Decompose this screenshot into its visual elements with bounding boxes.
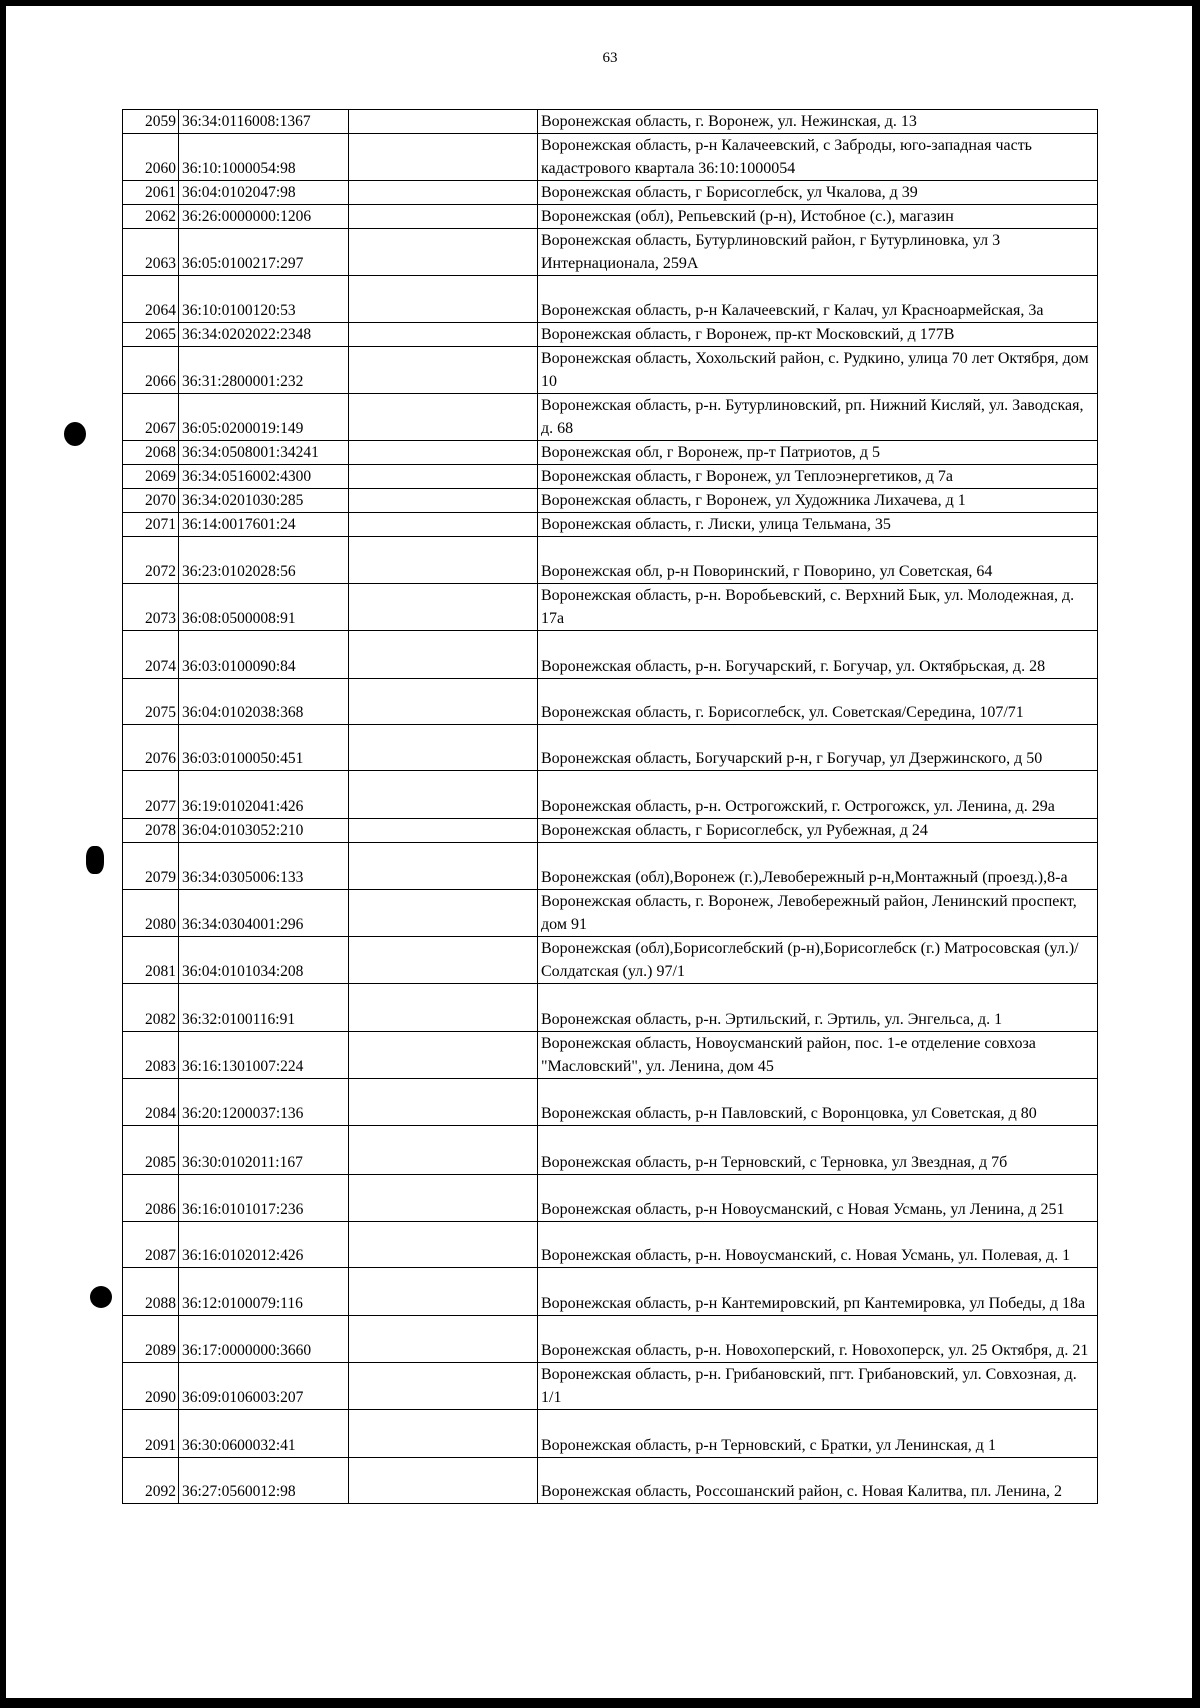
row-number: 2092 bbox=[123, 1458, 179, 1504]
row-number: 2087 bbox=[123, 1222, 179, 1268]
row-number: 2061 bbox=[123, 181, 179, 205]
cadastral-number: 36:34:0202022:2348 bbox=[179, 323, 349, 347]
cadastral-number: 36:16:1301007:224 bbox=[179, 1032, 349, 1079]
address-cell: Воронежская область, г Воронеж, пр-кт Московский, д 177В bbox=[538, 323, 1098, 347]
row-number: 2073 bbox=[123, 584, 179, 631]
address-cell: Воронежская обл, г Воронеж, пр-т Патриотов, д 5 bbox=[538, 441, 1098, 465]
registry-table bbox=[122, 109, 1098, 1504]
cadastral-number: 36:04:0102038:368 bbox=[179, 679, 349, 725]
address-cell: Воронежская область, р-н Калачеевский, с Заброды, юго-западная часть кадастрового квартала 36:10:1000054 bbox=[538, 134, 1098, 181]
cadastral-number: 36:03:0100090:84 bbox=[179, 631, 349, 679]
address-cell: Воронежская область, р-н Павловский, с Воронцовка, ул Советская, д 80 bbox=[538, 1079, 1098, 1126]
table-row bbox=[123, 679, 1098, 725]
row-number: 2074 bbox=[123, 631, 179, 679]
address-cell: Воронежская область, р-н Терновский, с Терновка, ул Звездная, д 7б bbox=[538, 1126, 1098, 1175]
empty-cell bbox=[349, 984, 538, 1032]
empty-cell bbox=[349, 843, 538, 890]
table-row bbox=[123, 347, 1098, 394]
table-row bbox=[123, 1458, 1098, 1504]
empty-cell bbox=[349, 1410, 538, 1458]
cadastral-number: 36:10:1000054:98 bbox=[179, 134, 349, 181]
address-cell: Воронежская область, г Воронеж, ул Художника Лихачева, д 1 bbox=[538, 489, 1098, 513]
cadastral-number: 36:34:0305006:133 bbox=[179, 843, 349, 890]
cadastral-number: 36:16:0101017:236 bbox=[179, 1175, 349, 1222]
cadastral-number: 36:08:0500008:91 bbox=[179, 584, 349, 631]
table-row bbox=[123, 890, 1098, 937]
address-cell: Воронежская область, р-н Новоусманский, с Новая Усмань, ул Ленина, д 251 bbox=[538, 1175, 1098, 1222]
table-row bbox=[123, 771, 1098, 819]
empty-cell bbox=[349, 229, 538, 276]
table-row bbox=[123, 1126, 1098, 1175]
row-number: 2081 bbox=[123, 937, 179, 984]
cadastral-number: 36:32:0100116:91 bbox=[179, 984, 349, 1032]
cadastral-number: 36:23:0102028:56 bbox=[179, 537, 349, 584]
row-number: 2066 bbox=[123, 347, 179, 394]
empty-cell bbox=[349, 1316, 538, 1363]
registry-table-body bbox=[123, 110, 1098, 1504]
empty-cell bbox=[349, 134, 538, 181]
table-row bbox=[123, 513, 1098, 537]
table-row bbox=[123, 181, 1098, 205]
row-number: 2076 bbox=[123, 725, 179, 771]
cadastral-number: 36:20:1200037:136 bbox=[179, 1079, 349, 1126]
row-number: 2071 bbox=[123, 513, 179, 537]
empty-cell bbox=[349, 679, 538, 725]
table-row bbox=[123, 725, 1098, 771]
table-row bbox=[123, 465, 1098, 489]
empty-cell bbox=[349, 465, 538, 489]
table-row bbox=[123, 229, 1098, 276]
table-row bbox=[123, 323, 1098, 347]
cadastral-number: 36:04:0103052:210 bbox=[179, 819, 349, 843]
address-cell: Воронежская (обл), Репьевский (р-н), Истобное (с.), магазин bbox=[538, 205, 1098, 229]
cadastral-number: 36:19:0102041:426 bbox=[179, 771, 349, 819]
address-cell: Воронежская область, р-н. Бутурлиновский, рп. Нижний Кисляй, ул. Заводская, д. 68 bbox=[538, 394, 1098, 441]
row-number: 2077 bbox=[123, 771, 179, 819]
cadastral-number: 36:34:0201030:285 bbox=[179, 489, 349, 513]
row-number: 2067 bbox=[123, 394, 179, 441]
cadastral-number: 36:30:0102011:167 bbox=[179, 1126, 349, 1175]
cadastral-number: 36:34:0516002:4300 bbox=[179, 465, 349, 489]
empty-cell bbox=[349, 819, 538, 843]
row-number: 2075 bbox=[123, 679, 179, 725]
empty-cell bbox=[349, 205, 538, 229]
cadastral-number: 36:16:0102012:426 bbox=[179, 1222, 349, 1268]
cadastral-number: 36:10:0100120:53 bbox=[179, 276, 349, 323]
empty-cell bbox=[349, 1222, 538, 1268]
address-cell: Воронежская область, р-н. Богучарский, г. Богучар, ул. Октябрьская, д. 28 bbox=[538, 631, 1098, 679]
empty-cell bbox=[349, 181, 538, 205]
empty-cell bbox=[349, 394, 538, 441]
table-row bbox=[123, 843, 1098, 890]
row-number: 2082 bbox=[123, 984, 179, 1032]
table-row bbox=[123, 1222, 1098, 1268]
row-number: 2064 bbox=[123, 276, 179, 323]
row-number: 2091 bbox=[123, 1410, 179, 1458]
page-border-left bbox=[0, 0, 6, 1708]
address-cell: Воронежская область, р-н Терновский, с Братки, ул Ленинская, д 1 bbox=[538, 1410, 1098, 1458]
address-cell: Воронежская область, г Борисоглебск, ул Чкалова, д 39 bbox=[538, 181, 1098, 205]
table-row bbox=[123, 276, 1098, 323]
row-number: 2069 bbox=[123, 465, 179, 489]
table-row bbox=[123, 819, 1098, 843]
row-number: 2090 bbox=[123, 1363, 179, 1410]
cadastral-number: 36:12:0100079:116 bbox=[179, 1268, 349, 1316]
table-row bbox=[123, 489, 1098, 513]
binder-hole-mark bbox=[86, 846, 104, 874]
empty-cell bbox=[349, 537, 538, 584]
page-border-bottom bbox=[0, 1698, 1200, 1708]
address-cell: Воронежская область, р-н. Грибановский, пгт. Грибановский, ул. Совхозная, д. 1/1 bbox=[538, 1363, 1098, 1410]
cadastral-number: 36:03:0100050:451 bbox=[179, 725, 349, 771]
row-number: 2062 bbox=[123, 205, 179, 229]
row-number: 2068 bbox=[123, 441, 179, 465]
table-row bbox=[123, 110, 1098, 134]
address-cell: Воронежская область, г. Борисоглебск, ул. Советская/Середина, 107/71 bbox=[538, 679, 1098, 725]
row-number: 2079 bbox=[123, 843, 179, 890]
binder-hole-mark bbox=[90, 1286, 112, 1308]
row-number: 2060 bbox=[123, 134, 179, 181]
cadastral-number: 36:34:0508001:34241 bbox=[179, 441, 349, 465]
table-row bbox=[123, 584, 1098, 631]
row-number: 2088 bbox=[123, 1268, 179, 1316]
row-number: 2086 bbox=[123, 1175, 179, 1222]
table-row bbox=[123, 1410, 1098, 1458]
row-number: 2083 bbox=[123, 1032, 179, 1079]
table-row bbox=[123, 1032, 1098, 1079]
table-row bbox=[123, 937, 1098, 984]
table-row bbox=[123, 394, 1098, 441]
empty-cell bbox=[349, 1363, 538, 1410]
empty-cell bbox=[349, 1126, 538, 1175]
address-cell: Воронежская область, Россошанский район, с. Новая Калитва, пл. Ленина, 2 bbox=[538, 1458, 1098, 1504]
row-number: 2070 bbox=[123, 489, 179, 513]
table-row bbox=[123, 537, 1098, 584]
empty-cell bbox=[349, 489, 538, 513]
row-number: 2065 bbox=[123, 323, 179, 347]
address-cell: Воронежская область, Новоусманский район, пос. 1-е отделение совхоза "Масловский", ул. Ленина, дом 45 bbox=[538, 1032, 1098, 1079]
cadastral-number: 36:05:0200019:149 bbox=[179, 394, 349, 441]
empty-cell bbox=[349, 725, 538, 771]
table-row bbox=[123, 631, 1098, 679]
address-cell: Воронежская область, г Воронеж, ул Теплоэнергетиков, д 7а bbox=[538, 465, 1098, 489]
table-row bbox=[123, 134, 1098, 181]
empty-cell bbox=[349, 771, 538, 819]
empty-cell bbox=[349, 110, 538, 134]
cadastral-number: 36:34:0116008:1367 bbox=[179, 110, 349, 134]
address-cell: Воронежская область, г. Лиски, улица Тельмана, 35 bbox=[538, 513, 1098, 537]
address-cell: Воронежская область, р-н Кантемировский, рп Кантемировка, ул Победы, д 18а bbox=[538, 1268, 1098, 1316]
table-row bbox=[123, 1363, 1098, 1410]
empty-cell bbox=[349, 1032, 538, 1079]
cadastral-number: 36:31:2800001:232 bbox=[179, 347, 349, 394]
empty-cell bbox=[349, 276, 538, 323]
table-row bbox=[123, 1175, 1098, 1222]
empty-cell bbox=[349, 323, 538, 347]
page-border-right bbox=[1192, 0, 1200, 1708]
address-cell: Воронежская область, г Борисоглебск, ул Рубежная, д 24 bbox=[538, 819, 1098, 843]
row-number: 2080 bbox=[123, 890, 179, 937]
empty-cell bbox=[349, 937, 538, 984]
address-cell: Воронежская область, Богучарский р-н, г Богучар, ул Дзержинского, д 50 bbox=[538, 725, 1098, 771]
address-cell: Воронежская область, г. Воронеж, Левобережный район, Ленинский проспект, дом 91 bbox=[538, 890, 1098, 937]
empty-cell bbox=[349, 441, 538, 465]
empty-cell bbox=[349, 1458, 538, 1504]
table-row bbox=[123, 441, 1098, 465]
row-number: 2059 bbox=[123, 110, 179, 134]
table-row bbox=[123, 205, 1098, 229]
page-number: 63 bbox=[602, 50, 618, 66]
binder-hole-mark bbox=[64, 422, 86, 446]
cadastral-number: 36:04:0101034:208 bbox=[179, 937, 349, 984]
cadastral-number: 36:05:0100217:297 bbox=[179, 229, 349, 276]
empty-cell bbox=[349, 1079, 538, 1126]
row-number: 2063 bbox=[123, 229, 179, 276]
table-row bbox=[123, 1079, 1098, 1126]
address-cell: Воронежская область, р-н. Новохоперский, г. Новохоперск, ул. 25 Октября, д. 21 bbox=[538, 1316, 1098, 1363]
address-cell: Воронежская область, р-н Калачеевский, г Калач, ул Красноармейская, 3а bbox=[538, 276, 1098, 323]
empty-cell bbox=[349, 584, 538, 631]
page-border-top bbox=[0, 0, 1200, 6]
address-cell: Воронежская область, Бутурлиновский район, г Бутурлиновка, ул 3 Интернационала, 259А bbox=[538, 229, 1098, 276]
address-cell: Воронежская область, г. Воронеж, ул. Нежинская, д. 13 bbox=[538, 110, 1098, 134]
cadastral-number: 36:26:0000000:1206 bbox=[179, 205, 349, 229]
row-number: 2085 bbox=[123, 1126, 179, 1175]
address-cell: Воронежская область, Хохольский район, с. Рудкино, улица 70 лет Октября, дом 10 bbox=[538, 347, 1098, 394]
address-cell: Воронежская (обл),Борисоглебский (р-н),Борисоглебск (г.) Матросовская (ул.)/Солдатская (ул.) 97/1 bbox=[538, 937, 1098, 984]
empty-cell bbox=[349, 1175, 538, 1222]
table-row bbox=[123, 1268, 1098, 1316]
empty-cell bbox=[349, 890, 538, 937]
row-number: 2078 bbox=[123, 819, 179, 843]
row-number: 2072 bbox=[123, 537, 179, 584]
table-row bbox=[123, 1316, 1098, 1363]
address-cell: Воронежская область, р-н. Острогожский, г. Острогожск, ул. Ленина, д. 29а bbox=[538, 771, 1098, 819]
cadastral-number: 36:27:0560012:98 bbox=[179, 1458, 349, 1504]
empty-cell bbox=[349, 631, 538, 679]
empty-cell bbox=[349, 513, 538, 537]
empty-cell bbox=[349, 347, 538, 394]
cadastral-number: 36:14:0017601:24 bbox=[179, 513, 349, 537]
cadastral-number: 36:34:0304001:296 bbox=[179, 890, 349, 937]
cadastral-number: 36:17:0000000:3660 bbox=[179, 1316, 349, 1363]
cadastral-number: 36:04:0102047:98 bbox=[179, 181, 349, 205]
address-cell: Воронежская область, р-н. Воробьевский, с. Верхний Бык, ул. Молодежная, д. 17а bbox=[538, 584, 1098, 631]
address-cell: Воронежская область, р-н. Эртильский, г. Эртиль, ул. Энгельса, д. 1 bbox=[538, 984, 1098, 1032]
row-number: 2084 bbox=[123, 1079, 179, 1126]
row-number: 2089 bbox=[123, 1316, 179, 1363]
address-cell: Воронежская область, р-н. Новоусманский, с. Новая Усмань, ул. Полевая, д. 1 bbox=[538, 1222, 1098, 1268]
empty-cell bbox=[349, 1268, 538, 1316]
cadastral-number: 36:30:0600032:41 bbox=[179, 1410, 349, 1458]
table-row bbox=[123, 984, 1098, 1032]
cadastral-number: 36:09:0106003:207 bbox=[179, 1363, 349, 1410]
address-cell: Воронежская (обл),Воронеж (г.),Левобережный р-н,Монтажный (проезд.),8-а bbox=[538, 843, 1098, 890]
address-cell: Воронежская обл, р-н Поворинский, г Поворино, ул Советская, 64 bbox=[538, 537, 1098, 584]
